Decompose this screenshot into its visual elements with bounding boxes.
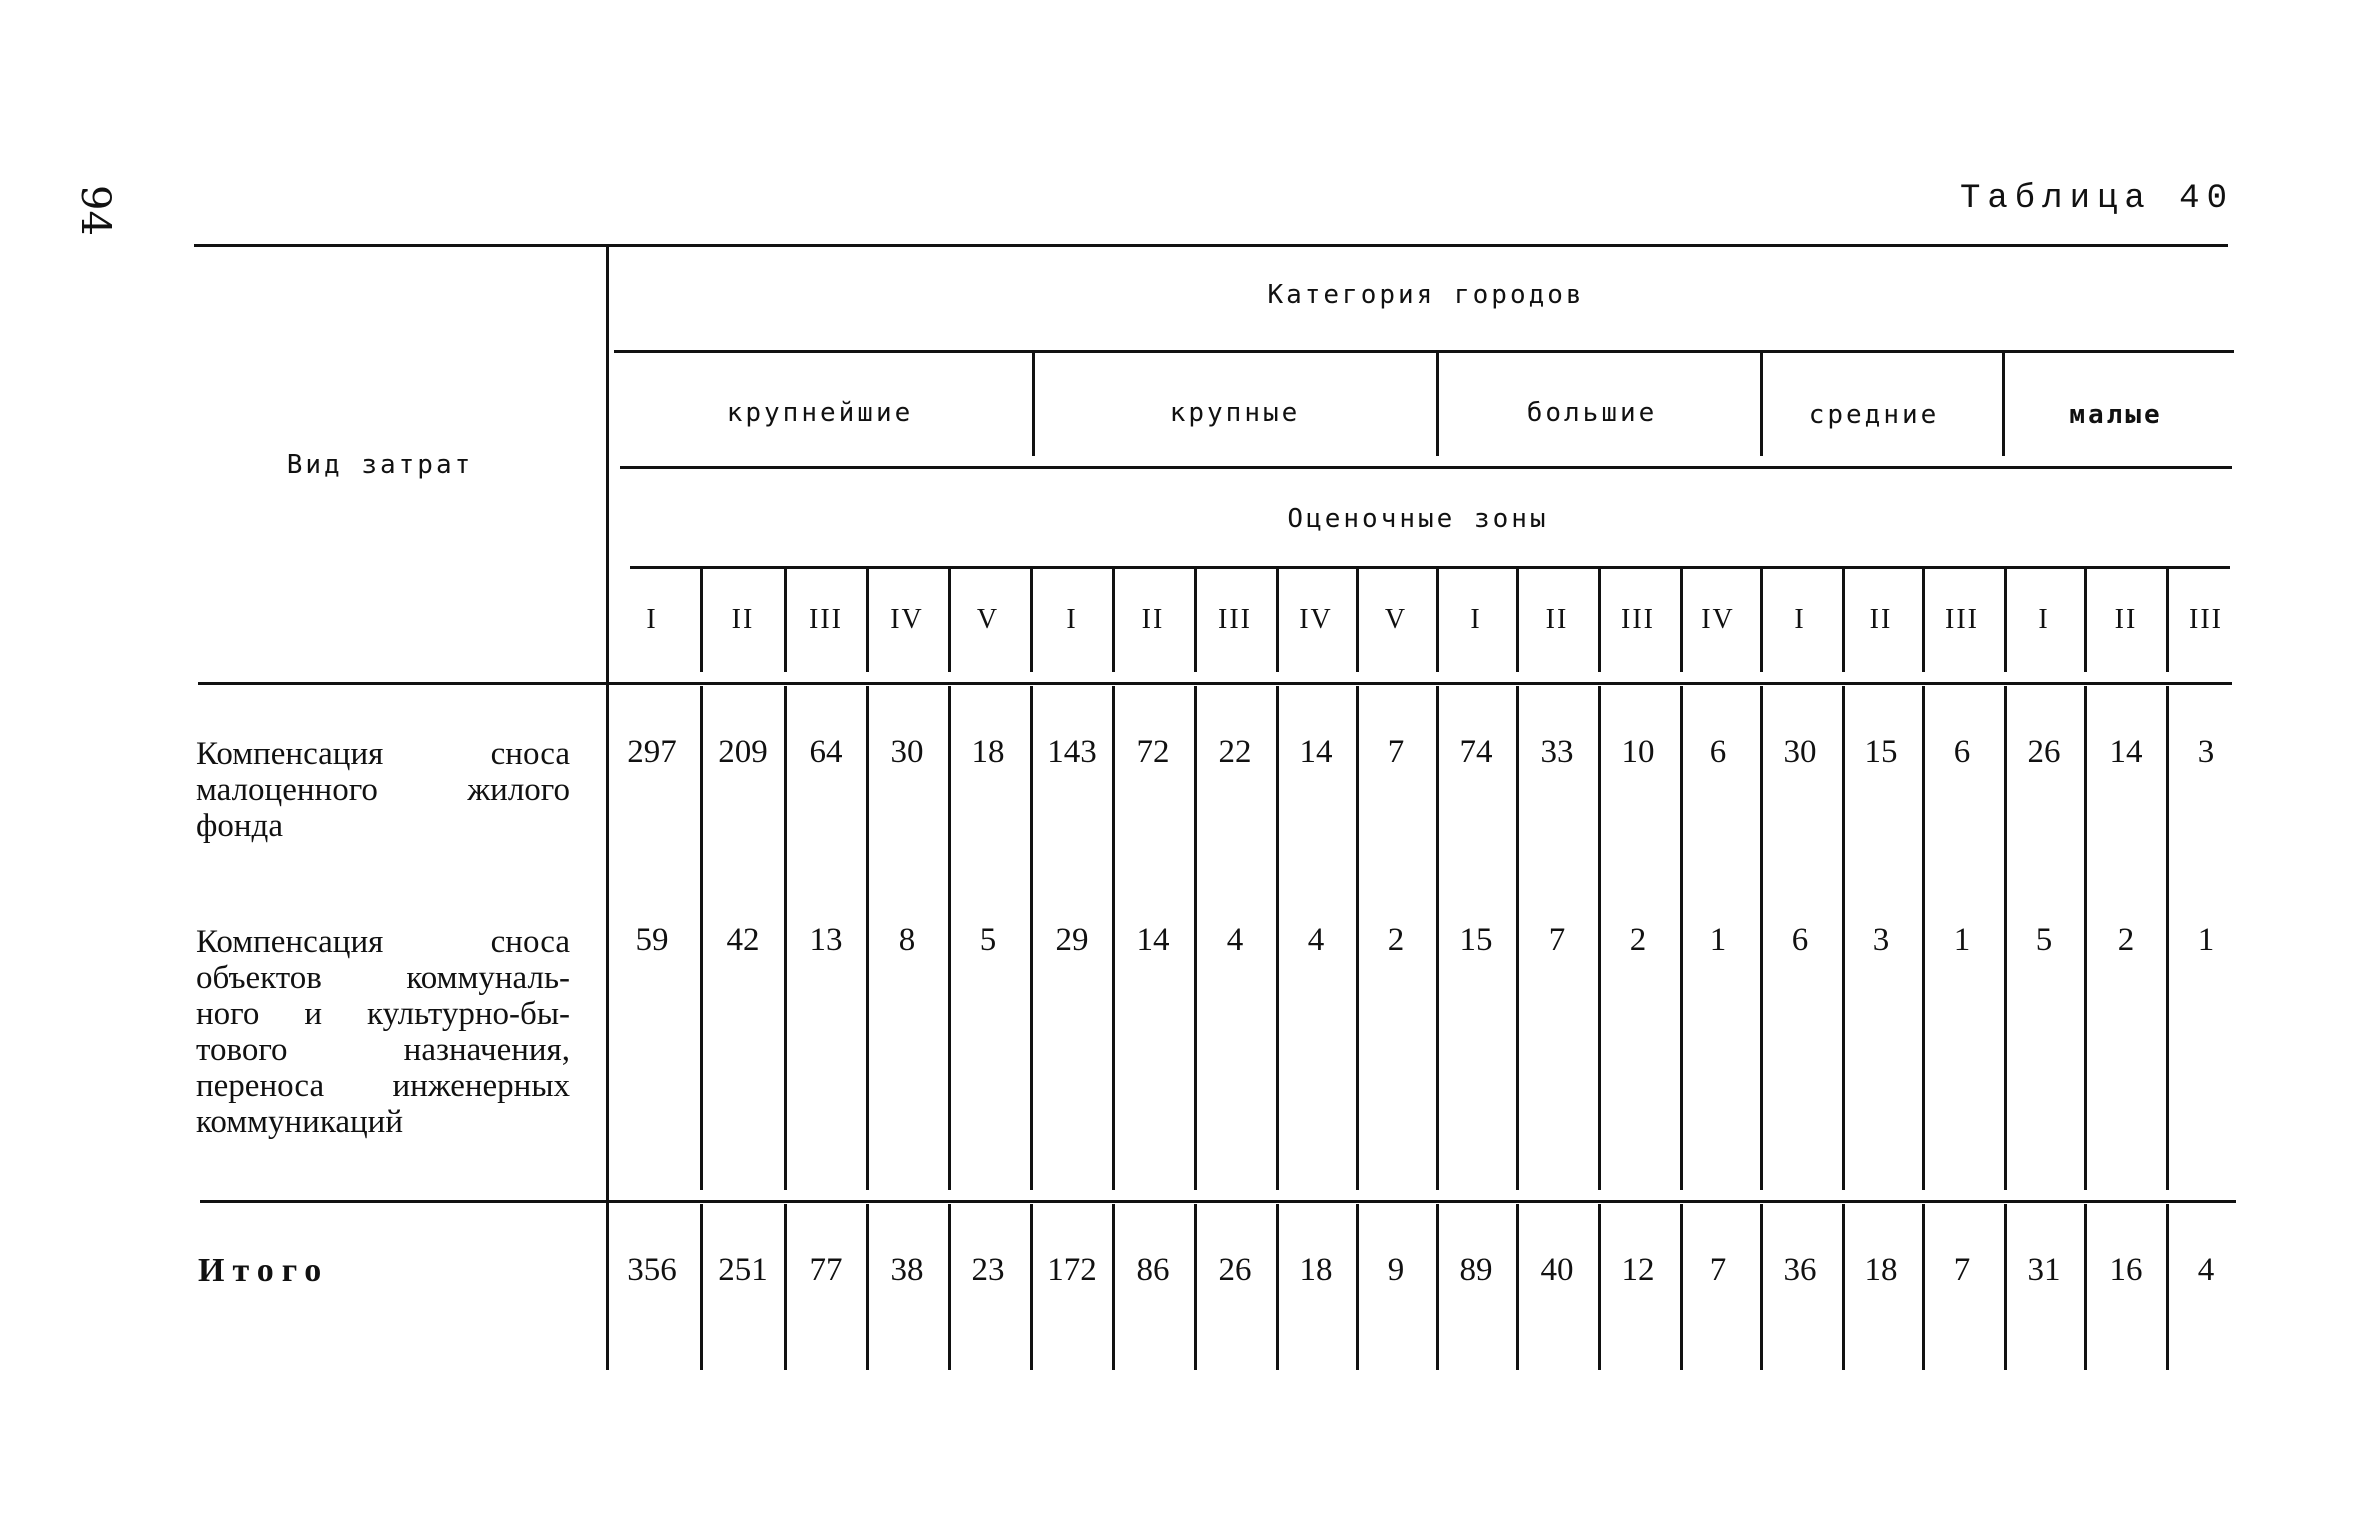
column-divider xyxy=(1516,686,1519,1190)
table-cell: 23 xyxy=(971,1252,1005,1288)
zones-rule xyxy=(630,566,2230,569)
zone-divider xyxy=(948,568,951,672)
column-divider xyxy=(1436,686,1439,1190)
table-cell: 22 xyxy=(1218,734,1252,770)
group-divider xyxy=(2002,352,2005,456)
label-line: Компенсация сноса xyxy=(196,924,570,960)
table-cell: 1 xyxy=(1953,922,1971,958)
zone-label: I xyxy=(2038,604,2050,635)
table-cell: 9 xyxy=(1387,1252,1405,1288)
zone-divider xyxy=(1436,568,1439,672)
zone-label: I xyxy=(646,604,658,635)
zone-divider xyxy=(1194,568,1197,672)
column-divider xyxy=(1680,686,1683,1190)
table-cell: 31 xyxy=(2027,1252,2061,1288)
table-cell: 7 xyxy=(1709,1252,1727,1288)
table-cell: 10 xyxy=(1621,734,1655,770)
table-cell: 8 xyxy=(898,922,916,958)
zone-divider xyxy=(2004,568,2007,672)
zone-label: II xyxy=(2114,604,2138,635)
column-divider xyxy=(948,686,951,1190)
top-rule xyxy=(194,244,2228,247)
table-cell: 14 xyxy=(1136,922,1170,958)
group-label: крупные xyxy=(1169,398,1301,428)
zone-divider xyxy=(1276,568,1279,672)
table-cell: 15 xyxy=(1864,734,1898,770)
table-cell: 15 xyxy=(1459,922,1493,958)
column-divider xyxy=(1760,686,1763,1190)
group-divider xyxy=(1760,352,1763,456)
label-line: тового назначения, xyxy=(196,1032,570,1068)
column-divider xyxy=(1194,686,1197,1190)
table-cell: 209 xyxy=(718,734,768,770)
table-cell: 30 xyxy=(1783,734,1817,770)
column-divider xyxy=(1276,1204,1279,1370)
table-cell: 30 xyxy=(890,734,924,770)
column-divider xyxy=(1112,1204,1115,1370)
table-cell: 26 xyxy=(1218,1252,1252,1288)
table-cell: 251 xyxy=(718,1252,768,1288)
label-line: Компенсация сноса xyxy=(196,736,570,772)
table-cell: 4 xyxy=(1226,922,1244,958)
column-divider xyxy=(1680,1204,1683,1370)
table-cell: 64 xyxy=(809,734,843,770)
column-divider xyxy=(1842,686,1845,1190)
zone-label: III xyxy=(1945,604,1979,635)
column-divider xyxy=(700,1204,703,1370)
zone-divider xyxy=(784,568,787,672)
table-cell: 18 xyxy=(971,734,1005,770)
table-cell: 356 xyxy=(627,1252,677,1288)
group-label: малые xyxy=(2069,400,2163,430)
zones-title: Оценочные зоны xyxy=(1287,504,1549,534)
column-divider xyxy=(1194,1204,1197,1370)
zone-divider xyxy=(866,568,869,672)
column-divider xyxy=(1112,686,1115,1190)
zone-label: II xyxy=(1869,604,1893,635)
column-divider xyxy=(2166,686,2169,1190)
zone-label: II xyxy=(731,604,755,635)
zone-divider xyxy=(700,568,703,672)
zone-label: III xyxy=(809,604,843,635)
row-header: Вид затрат xyxy=(286,450,474,480)
table-cell: 13 xyxy=(809,922,843,958)
zone-divider xyxy=(2166,568,2169,672)
group-divider xyxy=(1032,352,1035,456)
label-line: коммуникаций xyxy=(196,1104,403,1140)
column-divider xyxy=(2084,1204,2087,1370)
table-cell: 12 xyxy=(1621,1252,1655,1288)
zone-divider xyxy=(2084,568,2087,672)
group-label: крупнейшие xyxy=(726,398,914,428)
label-line: ного и культурно-бы- xyxy=(196,996,570,1032)
column-divider xyxy=(784,1204,787,1370)
table-cell: 2 xyxy=(1387,922,1405,958)
table-cell: 42 xyxy=(726,922,760,958)
column-divider xyxy=(1356,686,1359,1190)
table-cell: 18 xyxy=(1864,1252,1898,1288)
table-cell: 18 xyxy=(1299,1252,1333,1288)
table-cell: 172 xyxy=(1047,1252,1097,1288)
table-cell: 14 xyxy=(1299,734,1333,770)
table-cell: 7 xyxy=(1387,734,1405,770)
table-cell: 297 xyxy=(627,734,677,770)
table-cell: 40 xyxy=(1540,1252,1574,1288)
zone-label: IV xyxy=(890,604,924,635)
zone-label: III xyxy=(2189,604,2223,635)
table-cell: 72 xyxy=(1136,734,1170,770)
zone-divider xyxy=(1922,568,1925,672)
column-divider xyxy=(866,1204,869,1370)
table-cell: 6 xyxy=(1709,734,1727,770)
table-cell: 38 xyxy=(890,1252,924,1288)
table-cell: 7 xyxy=(1953,1252,1971,1288)
row-label-housing xyxy=(196,736,570,844)
table-cell: 26 xyxy=(2027,734,2061,770)
table-cell: 1 xyxy=(1709,922,1727,958)
table-cell: 5 xyxy=(2035,922,2053,958)
column-divider xyxy=(2084,686,2087,1190)
column-divider xyxy=(1356,1204,1359,1370)
table-cell: 2 xyxy=(2117,922,2135,958)
zone-label: V xyxy=(1384,604,1408,635)
category-title: Категория городов xyxy=(1267,280,1585,310)
zone-divider xyxy=(1516,568,1519,672)
column-divider xyxy=(700,686,703,1190)
table-cell: 74 xyxy=(1459,734,1493,770)
table-cell: 29 xyxy=(1055,922,1089,958)
zone-label: I xyxy=(1470,604,1482,635)
label-line: фонда xyxy=(196,808,283,844)
page-number: 94 xyxy=(72,185,118,236)
table-cell: 33 xyxy=(1540,734,1574,770)
table-cell: 16 xyxy=(2109,1252,2143,1288)
zone-label: IV xyxy=(1299,604,1333,635)
table-cell: 6 xyxy=(1953,734,1971,770)
zone-label: I xyxy=(1066,604,1078,635)
table-cell: 4 xyxy=(2197,1252,2215,1288)
header-bottom-rule xyxy=(198,682,2232,685)
table-cell: 3 xyxy=(2197,734,2215,770)
total-rule xyxy=(200,1200,2236,1203)
column-divider xyxy=(1842,1204,1845,1370)
label-column-divider xyxy=(606,244,609,1370)
table-cell: 36 xyxy=(1783,1252,1817,1288)
table-cell: 5 xyxy=(979,922,997,958)
table-cell: 2 xyxy=(1629,922,1647,958)
column-divider xyxy=(1922,1204,1925,1370)
zone-label: III xyxy=(1218,604,1252,635)
row-label-utilities xyxy=(196,924,570,1140)
column-divider xyxy=(866,686,869,1190)
table-cell: 1 xyxy=(2197,922,2215,958)
groups-rule xyxy=(620,466,2232,469)
row-label-total: Итого xyxy=(198,1252,330,1289)
column-divider xyxy=(1516,1204,1519,1370)
table-cell: 3 xyxy=(1872,922,1890,958)
zone-label: III xyxy=(1621,604,1655,635)
zone-label: I xyxy=(1794,604,1806,635)
zone-label: IV xyxy=(1701,604,1735,635)
column-divider xyxy=(2004,1204,2007,1370)
zone-divider xyxy=(1112,568,1115,672)
column-divider xyxy=(784,686,787,1190)
column-divider xyxy=(1030,686,1033,1190)
table-cell: 77 xyxy=(809,1252,843,1288)
group-divider xyxy=(1436,352,1439,456)
group-label: большие xyxy=(1526,398,1658,428)
column-divider xyxy=(1436,1204,1439,1370)
column-divider xyxy=(2004,686,2007,1190)
label-line: объектов коммуналь- xyxy=(196,960,570,996)
table-cell: 14 xyxy=(2109,734,2143,770)
column-divider xyxy=(1276,686,1279,1190)
zone-divider xyxy=(1760,568,1763,672)
column-divider xyxy=(2166,1204,2169,1370)
column-divider xyxy=(1922,686,1925,1190)
table-cell: 86 xyxy=(1136,1252,1170,1288)
zone-divider xyxy=(1356,568,1359,672)
column-divider xyxy=(1598,1204,1601,1370)
zone-divider xyxy=(1030,568,1033,672)
zone-divider xyxy=(1680,568,1683,672)
zone-label: II xyxy=(1545,604,1569,635)
label-line: малоценного жилого xyxy=(196,772,570,808)
table-cell: 59 xyxy=(635,922,669,958)
zone-label: II xyxy=(1141,604,1165,635)
table-cell: 89 xyxy=(1459,1252,1493,1288)
table-cell: 7 xyxy=(1548,922,1566,958)
group-label: средние xyxy=(1808,400,1940,430)
column-divider xyxy=(948,1204,951,1370)
table-caption: Таблица 40 xyxy=(1959,180,2234,218)
column-divider xyxy=(1760,1204,1763,1370)
label-line: переноса инженерных xyxy=(196,1068,570,1104)
zone-divider xyxy=(1598,568,1601,672)
category-rule xyxy=(614,350,2234,353)
column-divider xyxy=(1030,1204,1033,1370)
column-divider xyxy=(1598,686,1601,1190)
table-cell: 4 xyxy=(1307,922,1325,958)
table-cell: 143 xyxy=(1047,734,1097,770)
table-cell: 6 xyxy=(1791,922,1809,958)
zone-divider xyxy=(1842,568,1845,672)
zone-label: V xyxy=(976,604,1000,635)
